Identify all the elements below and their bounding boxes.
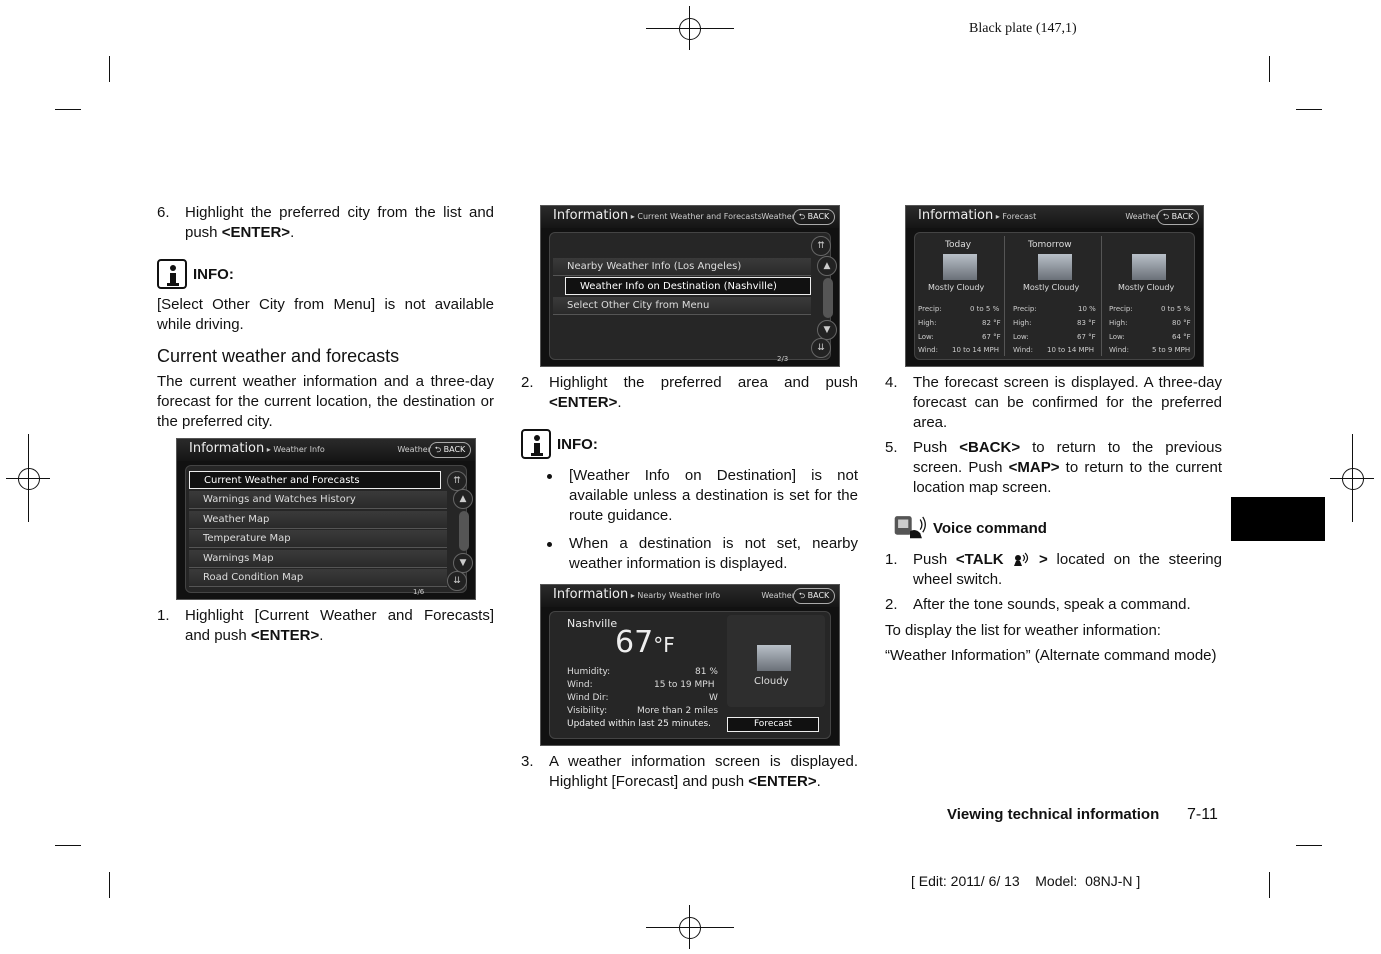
section-heading: Current weather and forecasts <box>157 346 400 366</box>
day-condition: Mostly Cloudy <box>928 283 985 292</box>
menu-item[interactable]: Weather Map <box>189 511 447 529</box>
updated-text: Updated within last 25 minutes. <box>567 719 712 729</box>
low-label: Low: <box>1013 333 1029 341</box>
high-label: High: <box>918 319 937 327</box>
step-3: 3. A weather information screen is displayed. Highlight [Forecast] and push <ENTER>. <box>521 753 858 790</box>
wind-value: 15 to 19 MPH <box>654 680 715 690</box>
info-icon <box>521 429 551 459</box>
scroll-bottom-icon[interactable]: ⇊ <box>811 338 831 358</box>
page-indicator: 2/3 <box>777 355 789 363</box>
menu-item[interactable]: Warnings and Watches History <box>189 491 447 509</box>
display-text: To display the list for weather information: <box>885 622 1161 639</box>
plate-label: Black plate (147,1) <box>969 21 1077 36</box>
wind-dir-value: W <box>709 693 718 703</box>
day-condition: Mostly Cloudy <box>1118 283 1175 292</box>
high-label: High: <box>1013 319 1032 327</box>
low-label: Low: <box>1109 333 1125 341</box>
step-2: 2. Highlight the preferred area and push <ENTER>. <box>521 374 858 411</box>
mostly-cloudy-icon <box>1038 254 1072 280</box>
info-icon <box>157 259 187 289</box>
command-text: “Weather Information” (Alternate command mode) <box>885 647 1217 664</box>
bullet-item: When a destination is not set, nearby weather information is displayed. <box>521 534 858 574</box>
wind-value: 10 to 14 MPH <box>952 346 1000 354</box>
voice-command-icon <box>893 513 927 543</box>
menu-item[interactable]: Road Condition Map <box>189 569 447 587</box>
step-6: 6. Highlight the preferred city from the list and push <ENTER>. <box>157 204 494 241</box>
high-label: High: <box>1109 319 1128 327</box>
section-tab <box>1231 497 1325 541</box>
scroll-top-icon[interactable]: ⇈ <box>447 471 467 491</box>
info-heading-2: INFO: <box>521 429 598 459</box>
wind-dir-label: Wind Dir: <box>567 693 609 703</box>
footer-section: Viewing technical information <box>947 806 1160 823</box>
visibility-label: Visibility: <box>567 706 608 716</box>
low-value: 67 °F <box>982 333 1001 341</box>
wind-label: Wind: <box>1013 346 1033 354</box>
high-value: 80 °F <box>1172 319 1191 327</box>
precip-label: Precip: <box>1013 305 1037 313</box>
precip-label: Precip: <box>1109 305 1133 313</box>
scroll-top-icon[interactable]: ⇈ <box>811 236 831 256</box>
precip-value: 10 % <box>1078 305 1096 313</box>
menu-item[interactable]: Warnings Map <box>189 550 447 568</box>
low-value: 64 °F <box>1172 333 1191 341</box>
voice-command-heading: Voice command <box>893 513 1047 543</box>
cloudy-icon <box>757 645 791 671</box>
edit-info: [ Edit: 2011/ 6/ 13 Model: 08NJ-N ] <box>911 873 1141 889</box>
scroll-up-icon[interactable]: ▲ <box>817 256 837 276</box>
info-heading-1: INFO: <box>157 259 234 289</box>
scrollbar[interactable] <box>823 278 833 318</box>
bullet-item: [Weather Info on Destination] is not available unless a destination is set for the route guidance. <box>521 466 858 526</box>
screen-forecast: Information ▸ Forecast Weather ⮌ BACK Today Mostly Cloudy Precip: 0 to 5 % High: 82 °F Low: 67 °F Wind: 10 to 14 MPH Tomorrow Mostly Cloudy Precip: 10 % High: 83 °F Low: 67 °F Wind: 10 to 14 MPH Mostly Cloudy Precip: 0 to 5 % High: 80 °F Low: 64 °F Wind: 5 to 9 MPH <box>905 205 1204 367</box>
scroll-down-icon[interactable]: ▼ <box>817 320 837 340</box>
intro-text: The current weather information and a three-day forecast for the current location, the destination or the preferred city. <box>157 373 494 430</box>
back-button[interactable]: ⮌ BACK <box>1157 209 1199 225</box>
scroll-bottom-icon[interactable]: ⇊ <box>447 571 467 591</box>
menu-item[interactable]: Select Other City from Menu <box>553 297 811 315</box>
screen-nearby-weather: Information ▸ Nearby Weather Info Weather ⮌ BACK Nashville 67°F Humidity: 81 % Wind: 15 to 19 MPH Wind Dir: W Visibility: More than 2 miles Updated within last 25 minutes. Cloudy Forecast <box>540 584 840 746</box>
mostly-cloudy-icon <box>943 254 977 280</box>
voice-step-2: 2. After the tone sounds, speak a command. <box>885 596 1191 613</box>
precip-value: 0 to 5 % <box>1161 305 1191 313</box>
wind-label: Wind: <box>918 346 938 354</box>
page-number: 7-11 <box>1187 806 1218 823</box>
high-value: 82 °F <box>982 319 1001 327</box>
high-value: 83 °F <box>1077 319 1096 327</box>
wind-label: Wind: <box>567 680 593 690</box>
back-button[interactable]: ⮌ BACK <box>793 209 835 225</box>
talk-icon <box>1012 552 1030 566</box>
page-indicator: 1/6 <box>413 588 425 596</box>
menu-item[interactable]: Current Weather and Forecasts <box>189 471 441 489</box>
precip-label: Precip: <box>918 305 942 313</box>
step-1: 1. Highlight [Current Weather and Forecasts] and push <ENTER>. <box>157 607 494 644</box>
day-divider <box>1004 236 1005 356</box>
temperature: 67°F <box>615 625 675 660</box>
back-button[interactable]: ⮌ BACK <box>429 442 471 458</box>
voice-step-1: 1. Push <TALK > located on the steering wheel switch. <box>885 551 1222 588</box>
step-4: 4. The forecast screen is displayed. A three-day forecast can be confirmed for the preferred area. <box>885 374 1222 431</box>
visibility-value: More than 2 miles <box>637 706 719 716</box>
screen-current-weather: Information ▸ Current Weather and Forecasts Weather ⮌ BACK Nearby Weather Info (Los Angeles) Weather Info on Destination (Nashville) Select Other City from Menu ⇈ ▲ ▼ ⇊ 2/3 <box>540 205 840 367</box>
day-name: Tomorrow <box>1028 240 1072 250</box>
forecast-button[interactable]: Forecast <box>727 717 819 732</box>
screen-weather-info: Information ▸ Weather Info Weather ⮌ BACK Current Weather and Forecasts Warnings and Watches History Weather Map Temperature Map Warnings Map Road Condition Map ⇈ ▲ ▼ ⇊ 1/6 <box>176 438 476 600</box>
menu-item[interactable]: Temperature Map <box>189 530 447 548</box>
humidity-value: 81 % <box>695 667 718 677</box>
wind-value: 5 to 9 MPH <box>1152 346 1191 354</box>
day-divider <box>1101 236 1102 356</box>
menu-item[interactable]: Weather Info on Destination (Nashville) <box>565 277 811 295</box>
mostly-cloudy-icon <box>1132 254 1166 280</box>
wind-label: Wind: <box>1109 346 1129 354</box>
condition-text: Cloudy <box>754 676 789 687</box>
wind-value: 10 to 14 MPH <box>1047 346 1095 354</box>
menu-item[interactable]: Nearby Weather Info (Los Angeles) <box>553 258 811 276</box>
precip-value: 0 to 5 % <box>970 305 1000 313</box>
bullet-list <box>521 466 858 574</box>
scroll-up-icon[interactable]: ▲ <box>453 489 473 509</box>
low-label: Low: <box>918 333 934 341</box>
back-button[interactable]: ⮌ BACK <box>793 588 835 604</box>
day-condition: Mostly Cloudy <box>1023 283 1080 292</box>
info-text-1: [Select Other City from Menu] is not available while driving. <box>157 296 494 333</box>
city-name: Nashville <box>567 617 618 630</box>
low-value: 67 °F <box>1077 333 1096 341</box>
humidity-label: Humidity: <box>567 667 611 677</box>
step-5: 5. Push <BACK> to return to the previous screen. Push <MAP> to return to the current location map screen. <box>885 439 1223 496</box>
day-name: Today <box>945 240 972 250</box>
scroll-down-icon[interactable]: ▼ <box>453 553 473 573</box>
scrollbar[interactable] <box>459 511 469 551</box>
